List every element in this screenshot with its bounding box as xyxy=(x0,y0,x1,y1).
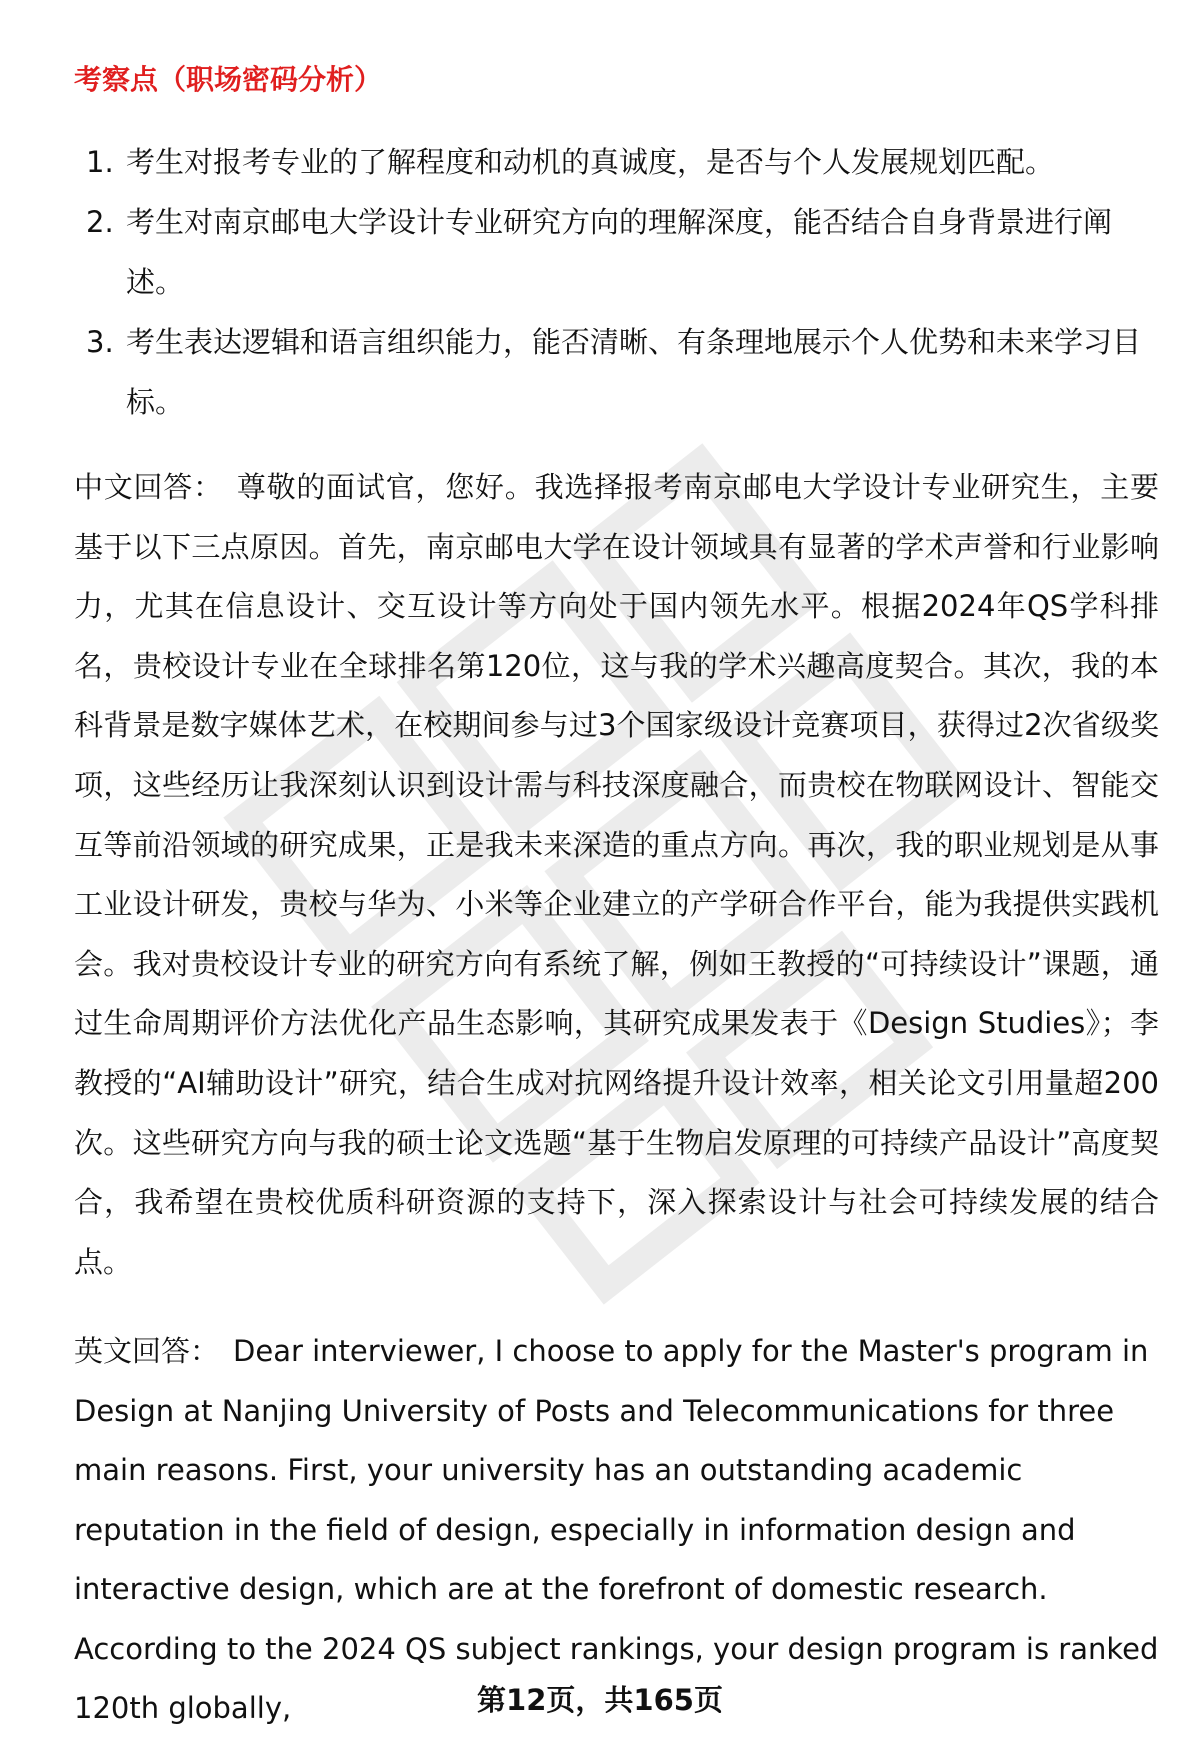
list-item-text: 考生表达逻辑和语言组织能力，能否清晰、有条理地展示个人优势和未来学习目标。 xyxy=(126,325,1142,419)
chinese-answer-label: 中文回答： xyxy=(74,470,223,504)
section-title: 考察点（职场密码分析） xyxy=(74,63,383,96)
chinese-answer-paragraph xyxy=(74,458,1159,1292)
list-item-text: 考生对南京邮电大学设计专业研究方向的理解深度，能否结合自身背景进行阐述。 xyxy=(126,205,1113,299)
list-item-number: 2. xyxy=(86,205,114,239)
list-item xyxy=(74,132,1154,192)
chinese-answer-text: 尊敬的面试官，您好。我选择报考南京邮电大学设计专业研究生，主要基于以下三点原因。首先，南京邮电大学在设计领域具有显著的学术声誉和行业影响力，尤其在信息设计、交互设计等方向处于国内领先水平。根据2024年QS学科排名，贵校设计专业在全球排名第120位，这与我的学术兴趣高度契合。其次，我的本科背景是数字媒体艺术，在校期间参与过3个国家级设计竞赛项目，获得过2次省级奖项，这些经历让我深刻认识到设计需与科技深度融合，而贵校在物联网设计、智能交互等前沿领域的研究成果，正是我未来深造的重点方向。再次，我的职业规划是从事工业设计研发，贵校与华为、小米等企业建立的产学研合作平台，能为我提供实践机会。我对贵校设计专业的研究方向有系统了解，例如王教授的“可持续设计”课题，通过生命周期评价方法优化产品生态影响，其研究成果发表于《Design Studies》；李教授的“AI辅助设计”研究，结合生成对抗网络提升设计效率，相关论文引用量超200次。这些研究方向与我的硕士论文选题“基于生物启发原理的可持续产品设计”高度契合，我希望在贵校优质科研资源的支持下，深入探索设计与社会可持续发展的结合点。 xyxy=(74,470,1159,1279)
page-number: 第12页，共165页 xyxy=(477,1683,723,1717)
list-item-text: 考生对报考专业的了解程度和动机的真诚度，是否与个人发展规划匹配。 xyxy=(126,145,1055,179)
list-item xyxy=(74,312,1154,432)
list-item xyxy=(74,192,1154,312)
list-item-number: 3. xyxy=(86,325,114,359)
english-answer-text: Dear interviewer, I choose to apply for the Master's program in Design at Nanjing University of Posts and Telecommunications for three main reasons. First, your university has an outstanding academic reputation in the field of design, especially in information design and interactive design, which are at the forefront of domestic research. According to the 2024 QS subject rankings, your design program is ranked 120th globally, xyxy=(74,1334,1159,1725)
list-item-number: 1. xyxy=(86,145,114,179)
english-answer-paragraph xyxy=(74,1322,1159,1739)
evaluation-points-list xyxy=(74,132,1154,432)
english-answer-label: 英文回答： xyxy=(74,1334,220,1368)
